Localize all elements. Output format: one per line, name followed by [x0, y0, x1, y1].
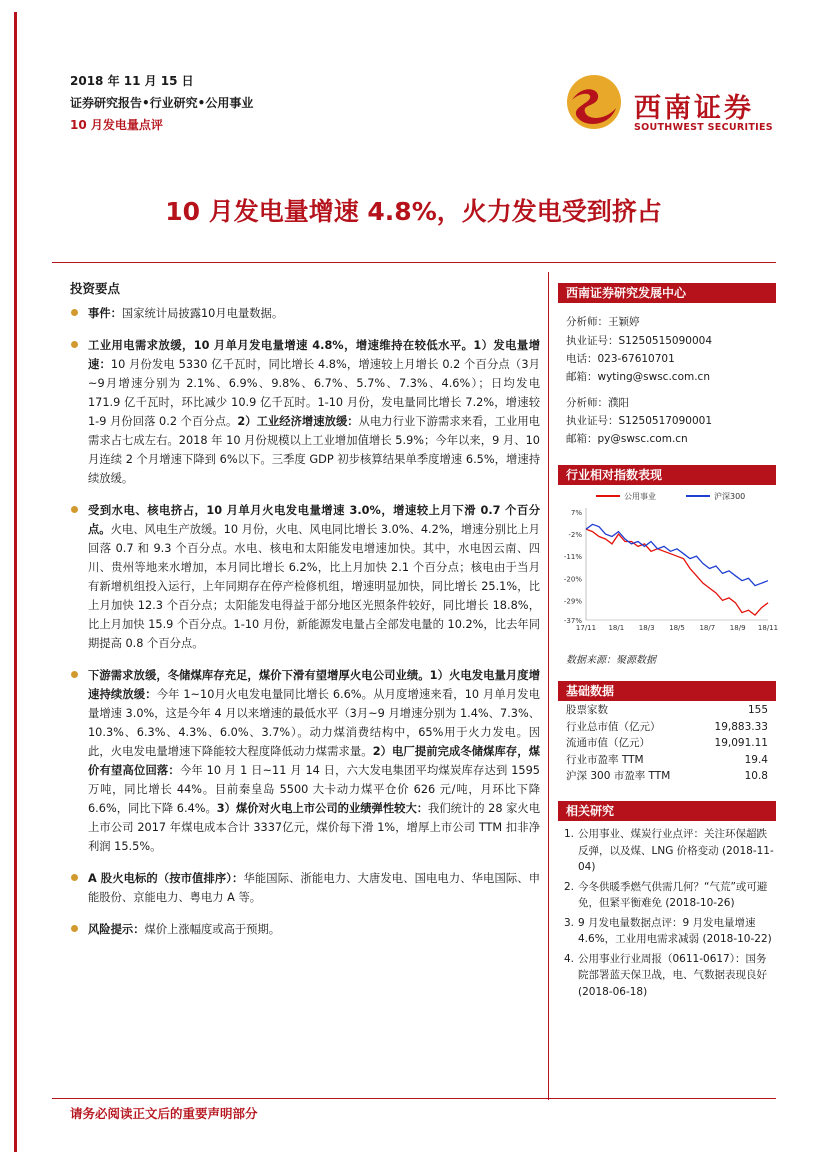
- related-research-item[interactable]: [564, 915, 774, 948]
- x-tick-label: 18/3: [638, 624, 655, 632]
- bullet-dot-icon: [71, 671, 78, 678]
- related-item-number: 4.: [564, 952, 575, 965]
- basic-data-key: 行业总市值（亿元）: [566, 720, 661, 733]
- bullet-event: 事件：国家统计局披露10月电量数据。: [70, 304, 540, 323]
- y-tick-label: -37%: [563, 617, 582, 625]
- analyst-2-name: 分析师：濮阳: [566, 397, 629, 409]
- bullet-dot-icon: [71, 506, 78, 513]
- y-tick-label: -29%: [563, 597, 582, 606]
- related-research-item[interactable]: [564, 826, 774, 876]
- title-divider: [52, 262, 776, 263]
- company-logo-en: SOUTHWEST SECURITIES: [634, 122, 773, 133]
- x-tick-label: 18/7: [699, 624, 716, 632]
- bullet-thermal: 受到水电、核电挤占，10 月单月火电发电量增速 3.0%，增速较上月下滑 0.7 个百分点。火电、风电生产放缓。10 月份，火电、风电同比增长 3.0%、4.2%，增速分别比上月回落 0.7 和 9.3 个百分点。水电、核电和太阳能发电增速加快。其中，水电因云南、四川、贵州等地来水增加，本月同比增长 6.2%，比上月加快 2.1 个百分点；核电由于当月有新增机组投入运行，上年同期存在停产检修机组，增速明显加快，同比增长 25.1%，比上月加快 12.3 个百分点；太阳能发电得益于部分地区光照条件较好，同比增长 18.8%，比上月加快 15.9 个百分点。1-10 月份，新能源发电量占全部发电量的 10.2%，比去年同期提高 0.8 个百分点。: [70, 501, 540, 653]
- basic-data-key: 流通市值（亿元）: [566, 737, 650, 749]
- related-item-text: 公用事业、煤炭行业点评：关注环保超跌反弹，以及煤、LNG 价格变动 (2018-11-04): [578, 828, 774, 873]
- basic-data-value: 19,883.33: [714, 720, 768, 733]
- basic-data-row: [566, 735, 768, 752]
- x-tick-label: 18/11: [757, 624, 779, 632]
- footer-divider: [52, 1098, 776, 1099]
- analyst-1-cert: 执业证号：S1250515090004: [566, 335, 713, 347]
- basic-data-key: 行业市盈率 TTM: [566, 753, 644, 766]
- basic-data-value: 19.4: [744, 753, 768, 766]
- y-tick-label: -11%: [563, 553, 582, 562]
- basic-data-table: [566, 702, 768, 785]
- y-tick-label: 7%: [570, 509, 582, 517]
- series-line: [586, 524, 768, 585]
- section-heading: 投资要点: [70, 281, 121, 296]
- basic-data-row: [566, 719, 768, 736]
- basic-data-row: [566, 702, 768, 719]
- analyst-2-email[interactable]: 邮箱：py@swsc.com.cn: [566, 433, 688, 445]
- legend-label: 公用事业: [624, 492, 656, 501]
- main-content: [70, 304, 540, 952]
- company-logo-icon: [566, 74, 622, 130]
- series-line: [586, 529, 768, 615]
- bullet-stocks: A 股火电标的（按市值排序）：华能国际、浙能电力、大唐发电、国电电力、华电国际、申能股份、京能电力、粤电力 A 等。: [70, 869, 540, 907]
- basic-data-value: 155: [747, 704, 768, 716]
- related-item-number: 2.: [564, 880, 575, 893]
- bullet-dot-icon: [71, 309, 78, 316]
- x-tick-label: 18/1: [608, 624, 625, 632]
- report-subtitle: 10 月发电量点评: [70, 118, 163, 132]
- related-item-text: 今冬供暖季燃气供需几何？“气荒”或可避免，但紧平衡难免 (2018-10-26): [578, 880, 768, 909]
- basic-data-value: 10.8: [744, 770, 768, 782]
- report-date: 2018 年 11 月 15 日: [70, 74, 194, 88]
- related-item-number: 3.: [564, 916, 575, 929]
- basic-data-row: [566, 768, 768, 785]
- basic-data-key: 股票家数: [566, 704, 608, 716]
- bullet-coal: 下游需求放缓，冬储煤库存充足，煤价下滑有望增厚火电公司业绩。1）火电发电量月度增速持续放缓：今年 1~10月火电发电量同比增长 6.6%。从月度增速来看，10 月单月发电量增速 3.0%，这是今年 4 月以来增速的最低水平（3月~9 月增速分别为 1.4%、7.3%、10.3%、6.3%、4.3%、6.0%、3.7%）。动力煤消费结构中，65%用于火力发电。因此，火电发电量增速下降能较大程度降低动力煤需求量。2）电厂提前完成冬储煤库存，煤价有望高位回落：今年 10 月 1 日~11 月 14 日，六大发电集团平均煤炭库存达到 1595 万吨，同比增长 44%。目前秦皇岛 5500 大卡动力煤平仓价 626 元/吨，月环比下降 6.6%，同比下降 6.4%。3）煤价对火电上市公司的业绩弹性较大：我们统计的 28 家火电上市公司 2017 年煤电成本合计 3337亿元，煤价每下滑 1%，增厚上市公司 TTM 扣非净利润 15.5%。: [70, 666, 540, 856]
- column-divider: [548, 272, 549, 1100]
- analyst-2-cert: 执业证号：S1250517090001: [566, 415, 713, 427]
- related-item-number: 1.: [564, 828, 575, 840]
- left-accent-bar: [14, 12, 17, 1152]
- bullet-risk: 风险提示：煤价上涨幅度或高于预期。: [70, 920, 540, 939]
- basic-data-row: [566, 752, 768, 769]
- basic-data-key: 沪深 300 市盈率 TTM: [566, 770, 671, 782]
- chart-header: 行业相对指数表现: [558, 465, 776, 485]
- company-logo-cn: 西南证券: [634, 93, 754, 124]
- related-research-item[interactable]: [564, 951, 774, 1001]
- analyst-1-email[interactable]: 邮箱：wyting@swsc.com.cn: [566, 371, 710, 383]
- analyst-1-tel: 电话：023-67610701: [566, 353, 675, 365]
- related-item-text: 9 月发电量数据点评：9 月发电量增速 4.6%，工业用电需求减弱 (2018-10-22): [578, 916, 772, 945]
- x-tick-label: 17/11: [575, 624, 597, 632]
- page-title: 10 月发电量增速 4.8%，火力发电受到挤占: [165, 197, 662, 226]
- report-type: 证券研究报告•行业研究•公用事业: [70, 96, 254, 110]
- bullet-dot-icon: [71, 341, 78, 348]
- legend-label: 沪深300: [714, 492, 746, 501]
- bullet-dot-icon: [71, 874, 78, 881]
- related-research-item[interactable]: [564, 879, 774, 912]
- bullet-dot-icon: [71, 925, 78, 932]
- relative-index-chart: [556, 486, 779, 646]
- basic-data-value: 19,091.11: [714, 737, 768, 749]
- footer-disclaimer[interactable]: 请务必阅读正文后的重要声明部分: [70, 1106, 258, 1121]
- basic-data-header: 基础数据: [558, 681, 776, 701]
- y-tick-label: -20%: [563, 575, 582, 584]
- research-center-header: 西南证券研究发展中心: [558, 283, 776, 303]
- related-research-list: [564, 826, 774, 1003]
- data-source: 数据来源：聚源数据: [566, 655, 656, 666]
- y-tick-label: -2%: [568, 531, 582, 540]
- x-tick-label: 18/5: [669, 624, 685, 632]
- related-item-text: 公用事业行业周报（0611-0617）：国务院部署蓝天保卫战，电、气数据表现良好 (2018-06-18): [578, 952, 767, 998]
- analyst-1-name: 分析师：王颖婷: [566, 316, 640, 328]
- related-research-header: 相关研究: [558, 801, 776, 821]
- x-tick-label: 18/9: [729, 624, 746, 632]
- bullet-demand: 工业用电需求放缓，10 月单月发电量增速 4.8%，增速维持在较低水平。1）发电量增速：10 月份发电 5330 亿千瓦时，同比增长 4.8%，增速较上月增长 0.2 个百分点（3月~9月增速分别为 2.1%、6.9%、9.8%、6.7%、5.7%、7.3%、4.6%）；日均发电 171.9 亿千瓦时，环比减少 10.9 亿千瓦时。1-10 月份，发电量同比增长 7.2%，增速较 1-9 月份回落 0.2 个百分点。2）工业经济增速放缓：从电力行业下游需求来看，工业用电需求占七成左右。2018 年 10 月份规模以上工业增加值增长 5.9%；今年以来，9 月、10 月连续 2 个月增速下降到 6%以下。三季度 GDP 初步核算结果单季度增速 6.5%，增速持续放缓。: [70, 336, 540, 488]
